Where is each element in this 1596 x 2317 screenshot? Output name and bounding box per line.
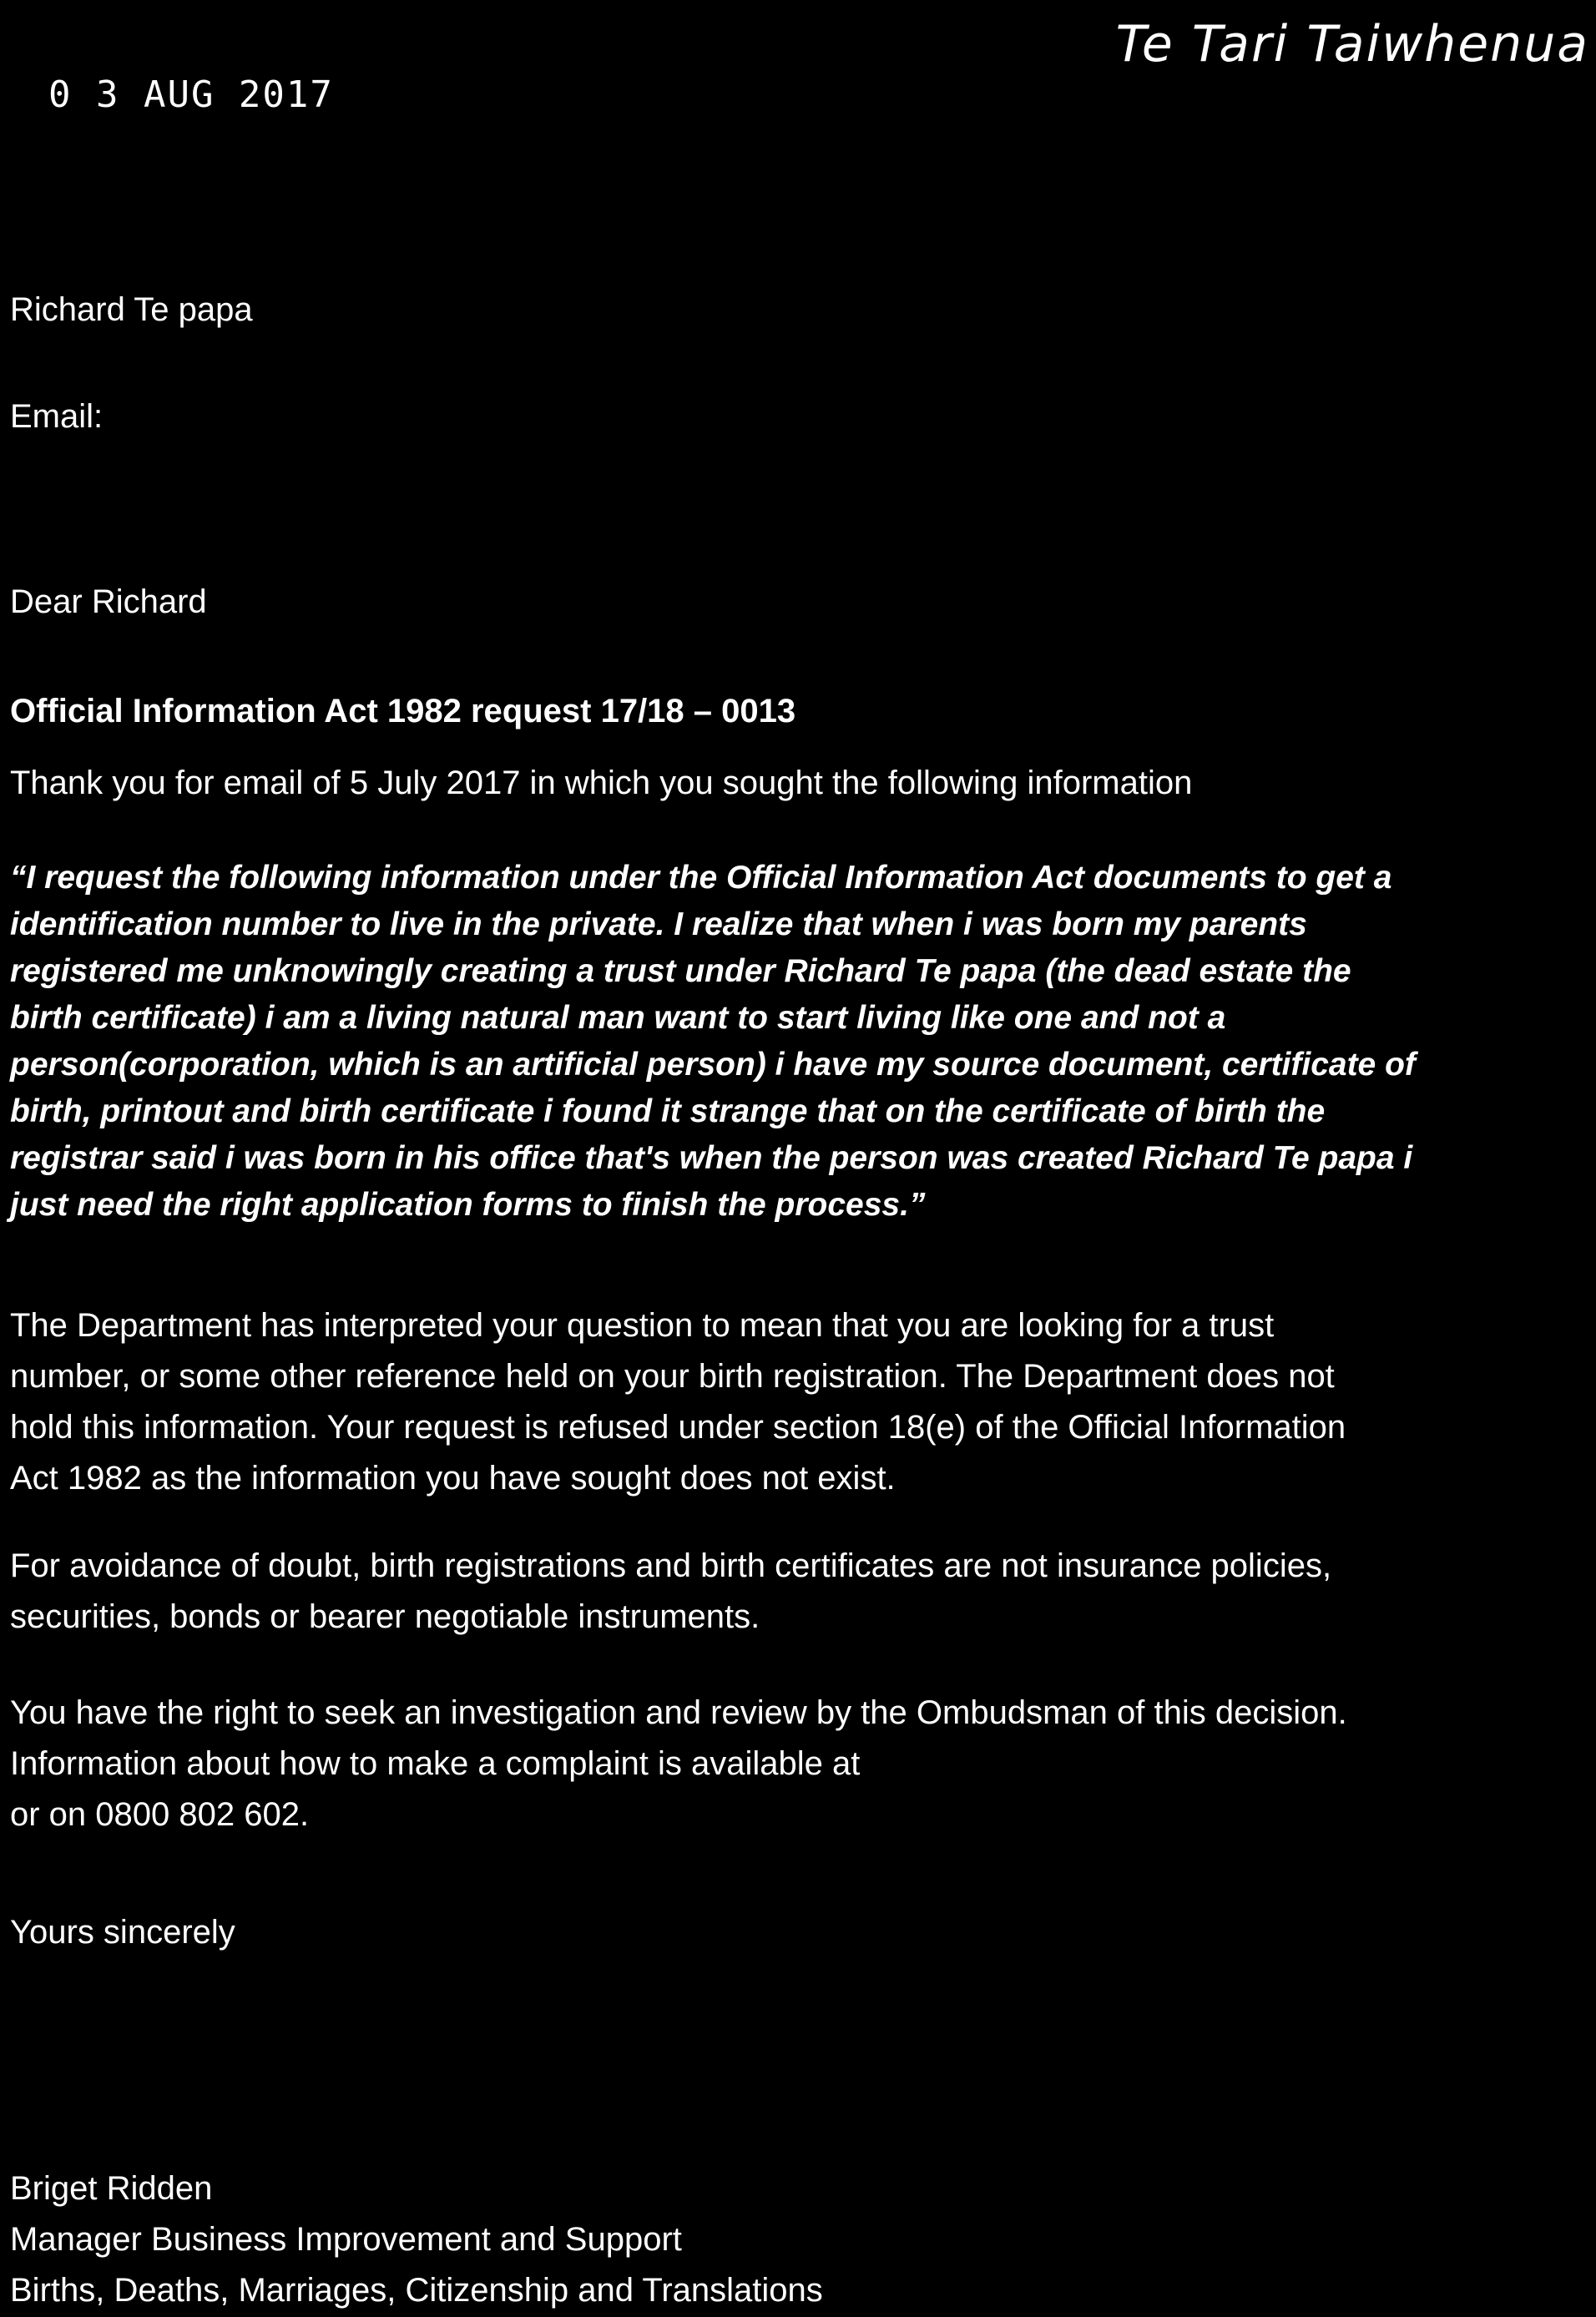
quote-line: registrar said i was born in his office that's when the person was created Richard Te papa i: [10, 1140, 1413, 1176]
signature-block: [10, 2163, 823, 2316]
paragraph-line: securities, bonds or bearer negotiable instruments.: [10, 1598, 760, 1635]
quote-line: identification number to live in the private. I realize that when i was born my parents: [10, 906, 1307, 942]
signatory-name: Briget Ridden: [10, 2170, 213, 2207]
recipient-name: Richard Te papa: [10, 291, 253, 328]
date-stamp: 0 3 AUG 2017: [48, 73, 334, 116]
interpretation-paragraph: [10, 1300, 1588, 1504]
signatory-title: Manager Business Improvement and Support: [10, 2221, 682, 2258]
paragraph-line: The Department has interpreted your question to mean that you are looking for a trust: [10, 1307, 1275, 1344]
quote-line: birth certificate) i am a living natural man want to start living like one and not a: [10, 1000, 1226, 1036]
paragraph-line: For avoidance of doubt, birth registrations and birth certificates are not insurance policies,: [10, 1547, 1332, 1584]
request-quote: [10, 855, 1588, 1229]
quote-line: person(corporation, which is an artificial person) i have my source document, certificate of: [10, 1047, 1416, 1083]
paragraph-line: Information about how to make a complaint is available at: [10, 1745, 861, 1782]
paragraph-line: number, or some other reference held on your birth registration. The Department does not: [10, 1358, 1335, 1395]
avoidance-paragraph: [10, 1541, 1588, 1643]
salutation: Dear Richard: [10, 583, 207, 620]
intro-text: Thank you for email of 5 July 2017 in which you sought the following information: [10, 765, 1193, 801]
quote-line: birth, printout and birth certificate i found it strange that on the certificate of birth the: [10, 1093, 1326, 1129]
paragraph-line: You have the right to seek an investigation and review by the Ombudsman of this decision.: [10, 1694, 1347, 1731]
quote-line: registered me unknowingly creating a trust under Richard Te papa (the dead estate the: [10, 953, 1351, 989]
email-label: Email:: [10, 398, 104, 435]
paragraph-line: or on 0800 802 602.: [10, 1796, 310, 1833]
quote-line: just need the right application forms to finish the process.”: [10, 1187, 926, 1223]
signatory-unit: Births, Deaths, Marriages, Citizenship and Translations: [10, 2272, 823, 2309]
subject-line: Official Information Act 1982 request 17/18 – 0013: [10, 693, 796, 729]
quote-line: “I request the following information under the Official Information Act documents to get a: [10, 860, 1392, 896]
paragraph-line: hold this information. Your request is refused under section 18(e) of the Official Information: [10, 1409, 1346, 1446]
paragraph-line: Act 1982 as the information you have sought does not exist.: [10, 1460, 896, 1497]
department-name: Te Tari Taiwhenua: [1115, 15, 1589, 73]
ombudsman-paragraph: [10, 1688, 1588, 1840]
closing: Yours sincerely: [10, 1914, 235, 1951]
